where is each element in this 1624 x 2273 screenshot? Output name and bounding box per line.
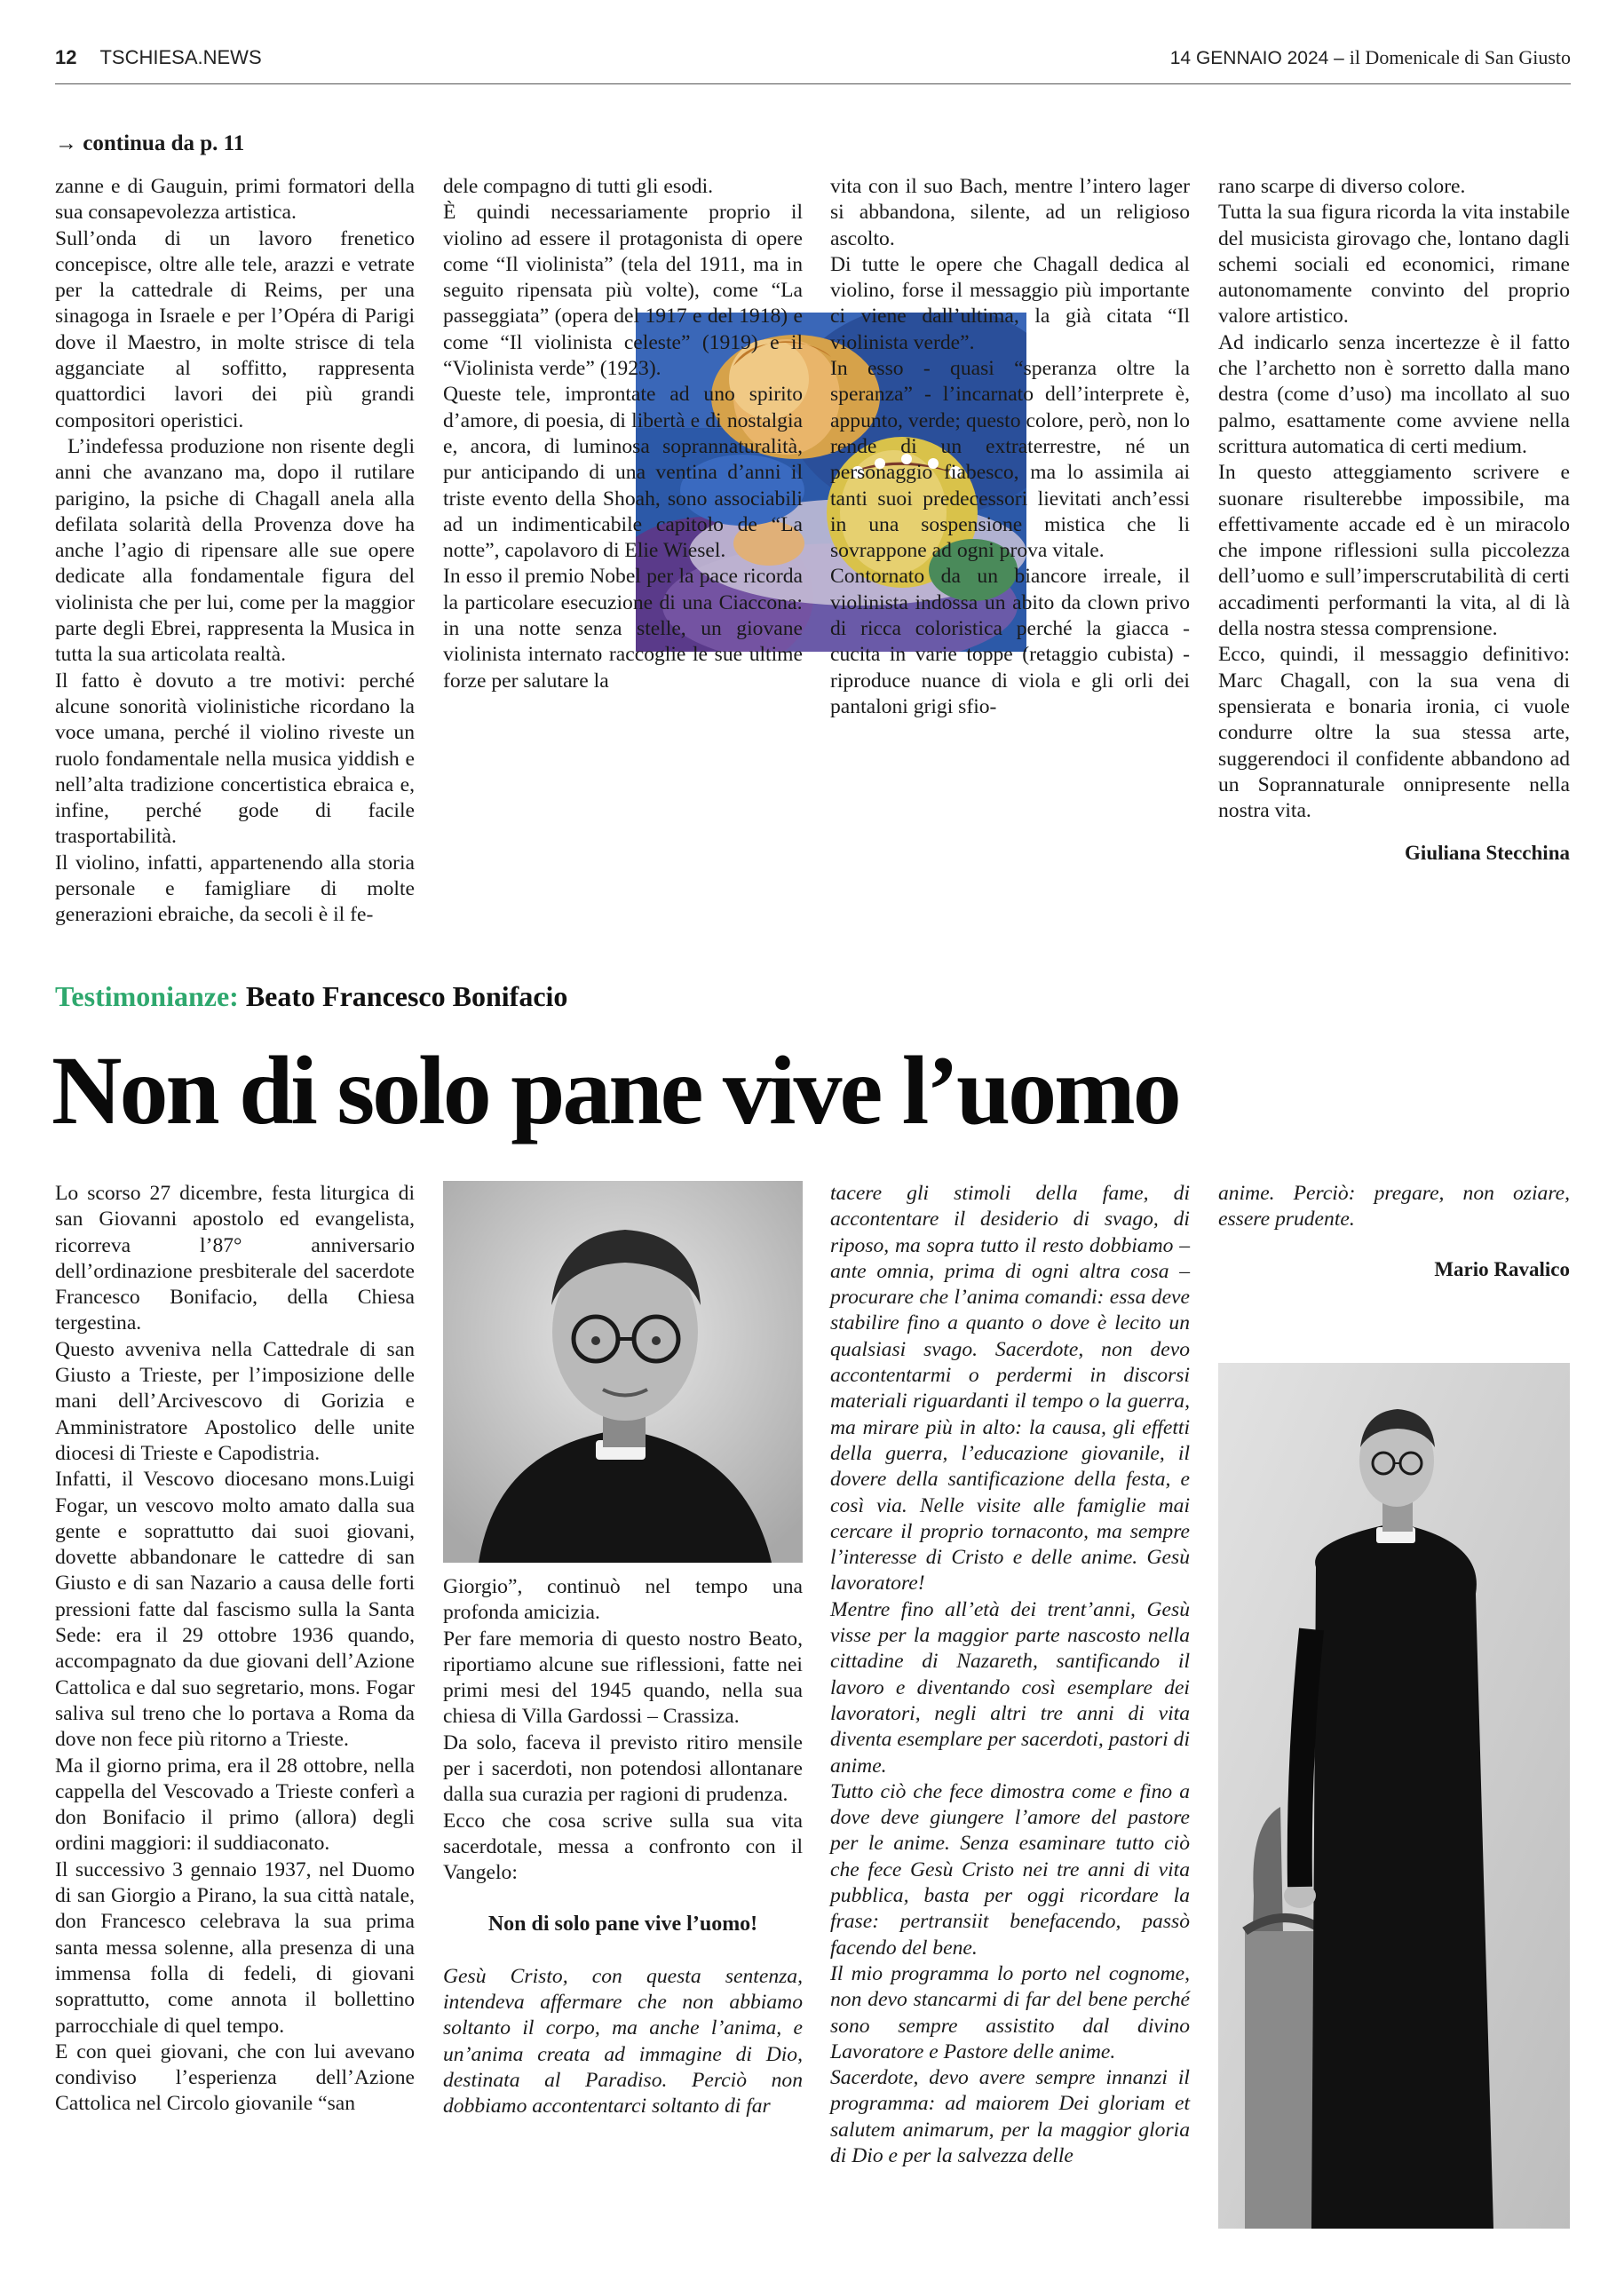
continued-from: → continua da p. 11 [55,131,245,155]
top-article-author: Giuliana Stecchina [1405,842,1570,865]
paragraph: Il mio programma lo porto nel cognome, non devo stancarmi di far del bene perché sono sempre assistito dal divino Lavoratore e Pastore delle anime. [830,1961,1190,2063]
paragraph: vita con il suo Bach, mentre l’intero lager si abbandona, silente, ad un religioso ascolto. [830,175,1190,250]
paragraph: In esso il premio Nobel per la pace ricorda la particolare esecuzione di una Ciaccona: in una notte senza stelle, un giovane violinista internato raccoglie le sue ultime forze per salutare la [443,565,803,693]
paragraph: Ecco che cosa scrive sulla sua vita sacerdotale, messa a confronto con il Vangelo: [443,1809,803,1885]
paragraph: Tutta la sua figura ricorda la vita instabile del musicista girovago che, lontano dagli schemi sociali ed economici, rimane autonomamente convinto del proprio valore artistico. [1218,201,1570,329]
section-kicker [55,980,567,1013]
paragraph: Ecco, quindi, il messaggio definitivo: Marc Chagall, con la sua vena di spensierata e bonaria ironia, ci vuole condurre oltre la sua stessa arte, suggerendoci il confidente abbandono ad un Soprannaturale onnipresente nella nostra vita. [1218,643,1570,823]
bottom-article-col-4 [1218,1181,1570,1282]
paragraph: Sacerdote, devo avere sempre innanzi il programma: ad maiorem Dei gloriam et salutem animarum, per la maggior gloria di Dio e per la salvezza delle [830,2066,1190,2167]
paragraph: E con quei giovani, che con lui avevano condiviso l’esperienza dell’Azione Cattolica nel Circolo giovanile “san [55,2039,415,2116]
paragraph: Infatti, il Vescovo diocesano mons.Luigi Fogar, un vescovo molto amato dalla sua gente e soprattutto dai suoi giovani, dovette abbandonare le cattedre di san Giusto e di san Nazario a causa delle forti pressioni fatte dal fascismo sulla la Santa Sede: era il 29 ottobre 1936 quando, accompagnato da due giovani dell’Azione Cattolica e dal suo segretario, mons. Fogar saliva sul treno che lo portava a Roma da dove non fece più ritorno a Trieste. [55,1468,415,1752]
paragraph: In esso - quasi “speranza oltre la speranza” - l’incarnato dell’interprete è, appunto, verde; questo colore, però, non lo rende di un extraterrestre, né un personaggio fiabesco, ma lo assimila ai tanti suoi predecessori lievitati anch’essi in una sospensione mistica che li sovrappone ad ogni prova vitale. [830,357,1190,563]
paragraph: Sull’onda di un lavoro frenetico concepisce, oltre alle tele, arazzi e vetrate per la cattedrale di Reims, per una sinagoga in Israele e per l’Opéra di Parigi dove il Maestro, in molte strisce di tela agganciate al soffitto, rappresenta quattordici lavori dei più grandi compositori operistici. [55,226,415,432]
bottom-article-author: Mario Ravalico [1434,1257,1570,1280]
top-article-col-1 [55,174,415,929]
paragraph: Lo scorso 27 dicembre, festa liturgica di san Giovanni apostolo ed evangelista, ricorreva l’87° anniversario dell’ordinazione presbiterale del sacerdote Francesco Bonifacio, della Chiesa tergestina. [55,1182,415,1335]
top-article-col-3 [830,174,1190,720]
paragraph: Mentre fino all’età dei trent’anni, Gesù visse per la maggior parte nascosto nella cittadine di Nazareth, santificando il lavoro e diventando così esemplare dei lavoratori, negli altri tre anni di vita diventa esemplare per sacerdoti, pastori di anime. [830,1597,1190,1778]
paragraph: Per fare memoria di questo nostro Beato, riportiamo alcune sue riflessioni, fatte nei primi mesi del 1945 quando, nella sua chiesa di Villa Gardossi – Crassiza. [443,1627,803,1729]
quote-subheading: Non di solo pane vive l’uomo! [487,1912,758,1936]
issue-date: 14 GENNAIO 2024 [1169,48,1329,68]
header-separator: – [1328,48,1350,68]
paragraph: Queste tele, improntate ad uno spirito d’amore, di poesia, di libertà e di nostalgia e, ancora, di luminosa soprannaturalità, pur anticipando di una ventina d’anni il triste evento della Shoah, sono associabili ad un indimenticabile capitolo de “La notte”, capolavoro di Elie Wiesel. [443,383,803,563]
paragraph: Tutto ciò che fece dimostra come e fino a dove deve giungere l’amore del pastore per le anime. Senza esaminare tutto ciò che fece Gesù Cristo nei tre anni di vita pubblica, basta per oggi ricordare la frase: pertransiit benefacendo, passò facendo del bene. [830,1779,1190,1960]
newspaper-name: il Domenicale di San Giusto [1349,46,1571,68]
page-header-left [55,46,262,69]
paragraph: Il violino, infatti, appartenendo alla storia personale e famigliare di molte generazioni ebraiche, da secoli è il fe- [55,851,415,927]
paragraph: Questo avveniva nella Cattedrale di san Giusto a Trieste, per l’imposizione delle mani dell’Arcivescovo di Gorizia e Amministratore Apostolico delle unite diocesi di Trieste e Capodistria. [55,1337,415,1465]
paragraph: Ma il giorno prima, era il 28 ottobre, nella cappella del Vescovado a Trieste conferì a don Bonifacio il primo (allora) degli ordini maggiori: il suddiaconato. [55,1754,415,1856]
paragraph: Di tutte le opere che Chagall dedica al violino, forse il messaggio più importante ci viene dall’ultima, la già citata “Il violinista verde”. [830,252,1190,354]
article-headline: Non di solo pane vive l’uomo [51,1036,1179,1144]
paragraph: tacere gli stimoli della fame, di accontentare il desiderio di svago, di riposo, ma sopra tutto il resto dobbiamo – ante omnia, prima di ogni altra cosa – procurare che l’anima comandi: essa deve stabilire fino a quanto o dove è lecito un qualsiasi svago. Sacerdote, non devo accontentarmi o perdermi in discorsi materiali riguardanti il tempo o la guerra, ma mirare più in alto: la causa, gli effetti della guerra, l’educazione giovanile, il dovere della santificazione della festa, e così via. Nelle visite alle famiglie mai cercare il proprio tornaconto, ma sempre l’interesse di Cristo e delle anime. Gesù lavoratore! [830,1182,1190,1596]
bottom-article-col-2 [443,1574,803,2120]
site-name: TSCHIESA.NEWS [99,46,262,68]
paragraph: L’indefessa produzione non risente degli anni che avanzano ma, dopo il rutilare parigino, la psiche di Chagall anela alla defilata solarità della Provenza dove ha anche l’agio di ripensare alle sue opere dedicate alla fondamentale figura del violinista che per lui, come per la maggior parte degli Ebrei, rappresenta la Musica in tutta la sua articolata realtà. [55,434,415,667]
paragraph [443,200,803,382]
paragraph: Ad indicarlo senza incertezze è il fatto che l’archetto non è sorretto dalla mano destra (come d’uso) ma incollato al suo palmo, esattamente come avviene nella scrittura automatica di certi medium. [1218,330,1570,458]
paragraph: dele compagno di tutti gli esodi. [443,175,714,198]
bonifacio-portrait-photo [443,1181,803,1563]
paragraph: anime. Perciò: pregare, non oziare, essere prudente. [1218,1182,1570,1232]
bonifacio-standing-photo [1218,1363,1570,2229]
header-rule [55,83,1571,84]
page-header-right [1170,46,1571,69]
paragraph: Il fatto è dovuto a tre motivi: perché alcune sonorità violinistiche ricordano la voce umana, perché il violino riveste un ruolo fondamentale nella musica yiddish e nell’alta tradizione concertistica ebraica e, infine, perché gode di facile trasportabilità. [55,669,415,849]
paragraph: Il successivo 3 gennaio 1937, nel Duomo di san Giorgio a Pirano, la sua città natale, don Francesco celebrava la sua prima santa messa solenne, alla presenza di una immensa folla di fedeli, di giovani soprattutto, come annota il bollettino parrocchiale di quel tempo. [55,1857,415,2038]
top-article-col-4 [1218,174,1570,867]
paragraph: Da solo, faceva il previsto ritiro mensile per i sacerdoti, non potendosi allontanare dalla sua curazia per ragioni di prudenza. [443,1730,803,1807]
bottom-article-col-1 [55,1181,415,2118]
kicker-label: Testimonianze: [55,980,239,1012]
page-number: 12 [55,46,77,68]
paragraph: Contornato da un biancore irreale, il violinista indossa un abito da clown privo di ricca coloristica perché la giacca - cucita in varie toppe (retaggio cubista) - riproduce nuance di viola e gli orli dei pantaloni grigi sfio- [830,565,1190,718]
portrait-illustration [443,1181,803,1563]
paragraph: zanne e di Gauguin, primi formatori della sua consapevolezza artistica. [55,175,415,225]
paragraph: In questo atteggiamento scrivere e suonare risulterebbe impossibile, ma effettivamente accade ed è un miracolo che impone riflessioni sulla piccolezza dell’uomo e sull’imperscrutabilità di certi accadimenti performanti la vita, al di là della nostra stessa comprensione. [1218,461,1570,641]
paragraph: Giorgio”, continuò nel tempo una profonda amicizia. [443,1575,803,1625]
paragraph: rano scarpe di diverso colore. [1218,175,1466,198]
paragraph: Gesù Cristo, con questa sentenza, intendeva affermare che non abbiamo soltanto il corpo, ma anche l’anima, e un’anima creata ad immagine di Dio, destinata al Paradiso. Perciò non dobbiamo accontentarci soltanto di far [443,1964,803,2119]
standing-portrait-illustration [1218,1363,1570,2229]
bottom-article-col-3 [830,1181,1190,2169]
kicker-subject: Beato Francesco Bonifacio [245,980,568,1012]
top-article-col-2 [443,174,803,694]
paragraph-text: È quindi necessariamente proprio il violino ad essere il protagonista di opere come “Il violinista” (tela del 1911, ma in seguito ripensata più volte), come “La passeggiata” (opera del 1917 e del 1918) e come “Il violinista celeste” (1919) e il “Violinista verde” (1923). [443,201,803,381]
